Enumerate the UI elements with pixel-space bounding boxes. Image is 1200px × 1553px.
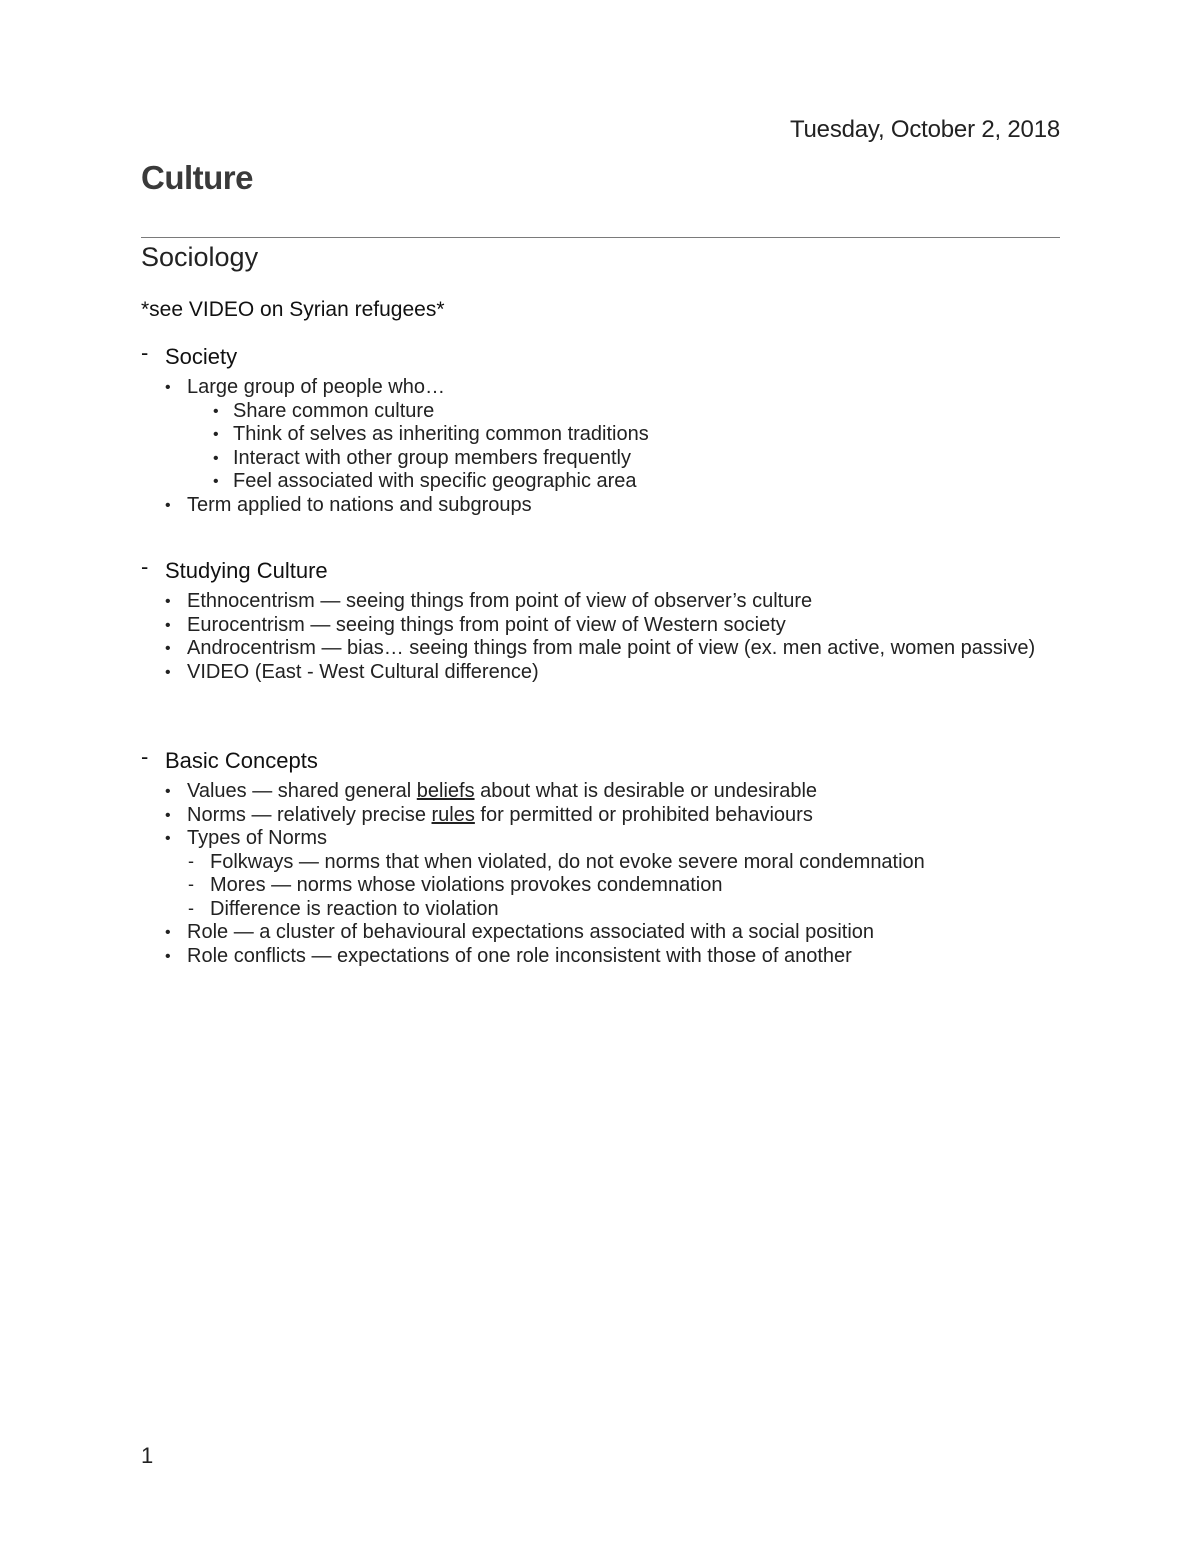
norms-text-post: for permitted or prohibited behaviours <box>474 803 813 826</box>
list-item <box>141 590 1041 614</box>
list-item-text: Interact with other group members frequently <box>233 446 631 469</box>
list-item-text: Types of Norms <box>187 827 328 849</box>
list-item <box>141 780 1041 804</box>
bullet-marker: • <box>165 924 171 941</box>
list-item <box>141 827 1041 851</box>
list-item <box>141 494 1041 518</box>
list-item <box>141 874 1041 898</box>
bullet-marker: • <box>213 473 219 490</box>
list-item <box>141 614 1041 638</box>
dash-marker: - <box>141 744 149 769</box>
section-society <box>141 340 1041 517</box>
page-title: Culture <box>141 159 253 196</box>
list-item-text: Eurocentrism — seeing things from point of view of Western society <box>187 613 786 636</box>
list-item-text: Feel associated with specific geographic area <box>233 470 637 492</box>
list-item <box>141 921 1041 945</box>
bullet-marker: • <box>165 783 171 800</box>
subject-heading: Sociology <box>141 242 259 272</box>
list-item <box>141 637 1037 661</box>
list-item-text: Term applied to nations and subgroups <box>187 493 532 516</box>
section-heading <box>141 340 1041 376</box>
dash-marker: - <box>188 874 194 894</box>
list-item-text: Ethnocentrism — seeing things from point of view of observer’s culture <box>187 590 813 612</box>
list-item-text: Think of selves as inheriting common traditions <box>233 423 649 445</box>
title-divider <box>141 237 1060 238</box>
dash-marker: - <box>188 897 194 918</box>
list-item-text: VIDEO (East - West Cultural difference) <box>187 660 539 683</box>
basic-concepts-list <box>141 780 1041 968</box>
bullet-marker: • <box>165 640 171 657</box>
section-heading <box>141 554 1041 590</box>
dash-marker: - <box>141 554 149 579</box>
section-heading <box>141 744 1041 780</box>
list-item-text: Folkways — norms that when violated, do not evoke severe moral condemnation <box>210 850 925 873</box>
bullet-marker: • <box>213 426 219 443</box>
list-item <box>141 945 1041 969</box>
bullet-marker: • <box>165 806 171 824</box>
list-item-text: Mores — norms whose violations provokes condemnation <box>210 874 723 896</box>
bullet-marker: • <box>165 379 171 396</box>
list-item <box>141 376 1041 400</box>
section-studying-culture <box>141 554 1041 684</box>
list-item <box>141 898 1041 922</box>
values-text-pre: Values — shared general <box>187 780 417 802</box>
society-list <box>141 376 1041 517</box>
bullet-marker: • <box>213 402 219 420</box>
page-number: 1 <box>141 1443 154 1468</box>
bullet-marker: • <box>165 496 171 514</box>
section-heading-label: Society <box>165 344 238 369</box>
dash-marker: - <box>188 850 194 871</box>
bullet-marker: • <box>165 663 171 681</box>
note-date: Tuesday, October 2, 2018 <box>789 116 1060 143</box>
bullet-marker: • <box>213 449 219 467</box>
dash-marker: - <box>141 340 149 365</box>
section-basic-concepts <box>141 744 1041 968</box>
list-item-text: Androcentrism — bias… seeing things from male point of view (ex. men active, women passive) <box>187 637 1036 659</box>
bullet-marker: • <box>165 593 171 610</box>
list-item <box>141 400 1041 424</box>
bullet-marker: • <box>165 616 171 634</box>
section-heading-label: Studying Culture <box>165 558 328 583</box>
list-item-text: Difference is reaction to violation <box>210 897 499 920</box>
list-item-text: Role — a cluster of behavioural expectations associated with a social position <box>187 921 875 943</box>
list-item <box>141 804 1041 828</box>
list-item-text: Share common culture <box>233 399 435 422</box>
list-item <box>141 470 1041 494</box>
list-item-text: Role conflicts — expectations of one role inconsistent with those of another <box>187 944 852 967</box>
list-item <box>141 661 1041 685</box>
norms-underlined-word: rules <box>431 803 475 826</box>
section-heading-label: Basic Concepts <box>165 748 318 773</box>
list-item <box>141 447 1041 471</box>
values-underlined-word: beliefs <box>416 780 475 802</box>
list-item-text: Large group of people who… <box>187 376 445 398</box>
list-item <box>141 423 1041 447</box>
bullet-marker: • <box>165 947 171 965</box>
norms-text-pre: Norms — relatively precise <box>187 803 432 826</box>
studying-culture-list <box>141 590 1041 684</box>
values-text-post: about what is desirable or undesirable <box>474 780 818 802</box>
video-note: *see VIDEO on Syrian refugees* <box>141 298 445 321</box>
list-item <box>141 851 1041 875</box>
bullet-marker: • <box>165 830 171 847</box>
